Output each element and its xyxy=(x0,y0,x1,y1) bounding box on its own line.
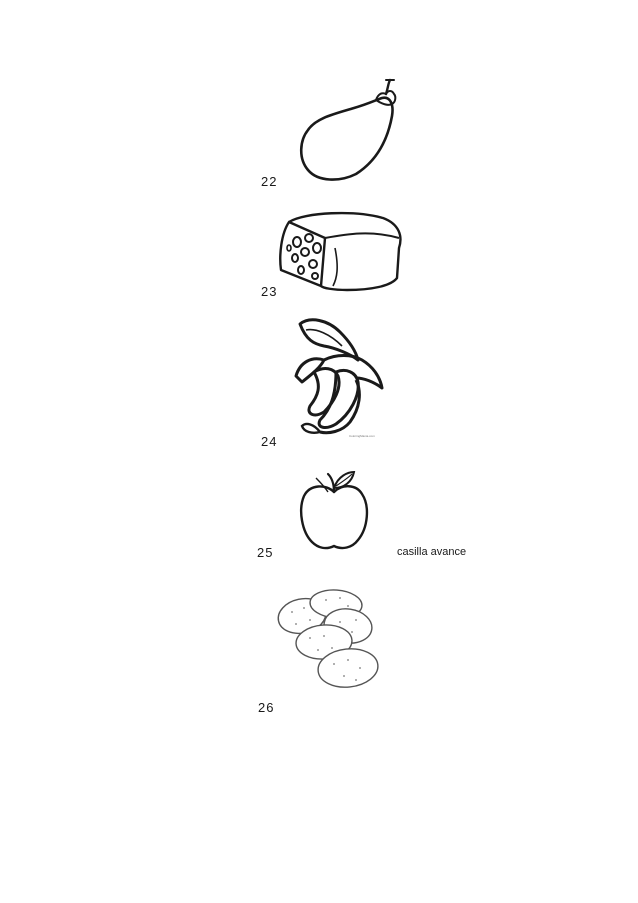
item-number: 26 xyxy=(258,700,275,715)
item-number: 24 xyxy=(261,434,278,449)
cheese-wheel-icon xyxy=(275,208,405,292)
apple-icon xyxy=(298,470,370,552)
image-credit: ColoringMania.com xyxy=(349,434,375,438)
advance-square-note: casilla avance xyxy=(397,546,467,558)
item-number: 22 xyxy=(261,174,278,189)
item-number: 25 xyxy=(257,545,274,560)
item-number: 23 xyxy=(261,284,278,299)
potatoes-icon xyxy=(274,584,384,692)
peeled-banana-icon xyxy=(280,310,400,444)
eggplant-icon xyxy=(296,78,404,184)
